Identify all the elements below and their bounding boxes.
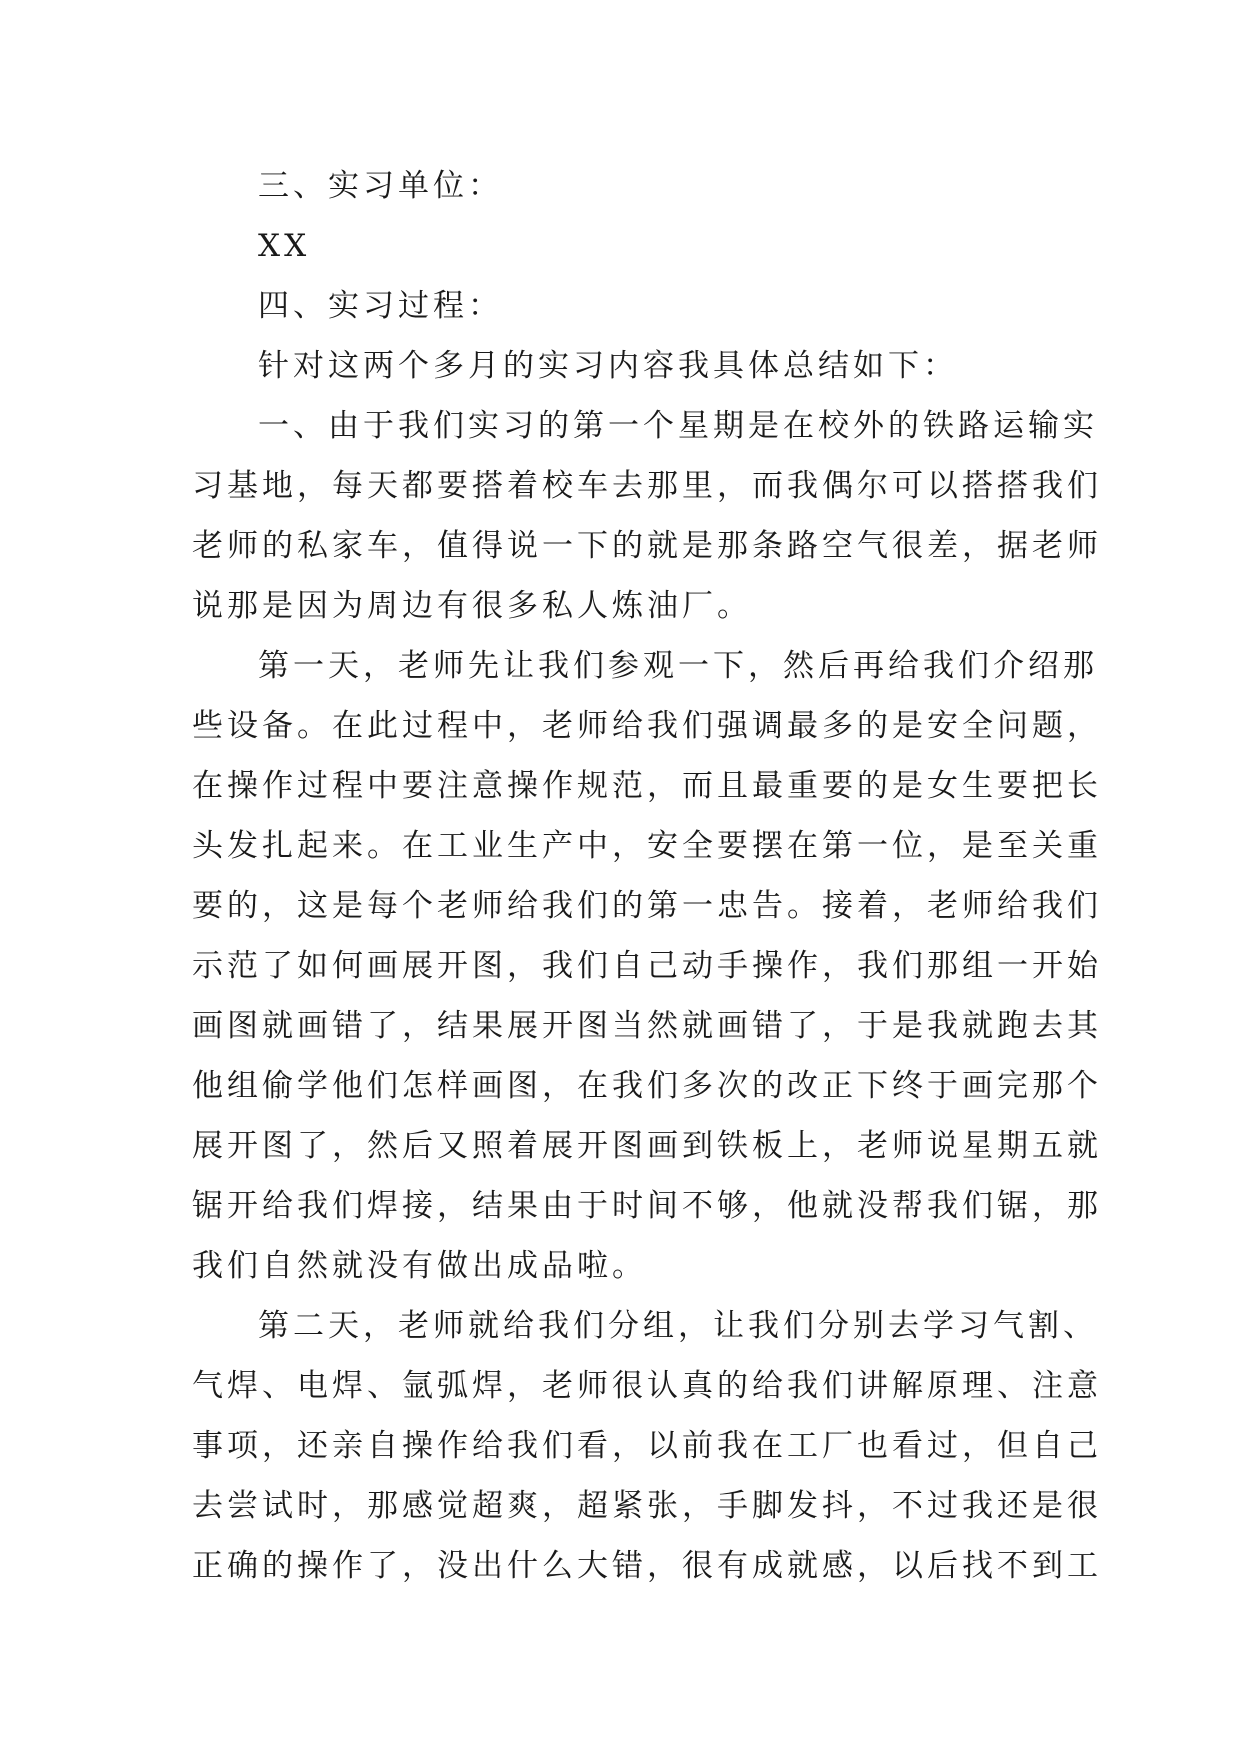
paragraph-2-line: 示范了如何画展开图，我们自己动手操作，我们那组一开始 [192,948,1102,984]
paragraph-1-line: 一、由于我们实习的第一个星期是在校外的铁路运输实 [258,408,1098,444]
paragraph-3-line: 正确的操作了，没出什么大错，很有成就感，以后找不到工 [192,1548,1102,1584]
paragraph-2-line: 他组偷学他们怎样画图，在我们多次的改正下终于画完那个 [192,1068,1102,1104]
paragraph-3-line: 事项，还亲自操作给我们看，以前我在工厂也看过，但自己 [192,1428,1102,1464]
paragraph-2-line: 第一天，老师先让我们参观一下，然后再给我们介绍那 [258,648,1098,684]
internship-unit-value: XX [258,228,311,264]
paragraph-3-line: 第二天，老师就给我们分组，让我们分别去学习气割、 [258,1308,1098,1344]
summary-intro-line: 针对这两个多月的实习内容我具体总结如下： [258,348,958,384]
paragraph-2-line: 我们自然就没有做出成品啦。 [192,1248,647,1284]
section-heading-internship-process: 四、实习过程： [258,288,503,324]
paragraph-2-line: 锯开给我们焊接，结果由于时间不够，他就没帮我们锯，那 [192,1188,1102,1224]
section-heading-internship-unit: 三、实习单位： [258,168,503,204]
paragraph-1-line: 说那是因为周边有很多私人炼油厂。 [192,588,752,624]
paragraph-2-line: 展开图了，然后又照着展开图画到铁板上，老师说星期五就 [192,1128,1102,1164]
paragraph-2-line: 要的，这是每个老师给我们的第一忠告。接着，老师给我们 [192,888,1102,924]
paragraph-3-line: 气焊、电焊、氩弧焊，老师很认真的给我们讲解原理、注意 [192,1368,1102,1404]
paragraph-2-line: 画图就画错了，结果展开图当然就画错了，于是我就跑去其 [192,1008,1102,1044]
paragraph-3-line: 去尝试时，那感觉超爽，超紧张，手脚发抖，不过我还是很 [192,1488,1102,1524]
paragraph-1-line: 老师的私家车，值得说一下的就是那条路空气很差，据老师 [192,528,1102,564]
paragraph-1-line: 习基地，每天都要搭着校车去那里，而我偶尔可以搭搭我们 [192,468,1102,504]
paragraph-2-line: 头发扎起来。在工业生产中，安全要摆在第一位，是至关重 [192,828,1102,864]
paragraph-2-line: 在操作过程中要注意操作规范，而且最重要的是女生要把长 [192,768,1102,804]
paragraph-2-line: 些设备。在此过程中，老师给我们强调最多的是安全问题， [192,708,1102,744]
document-body [192,156,1102,1596]
